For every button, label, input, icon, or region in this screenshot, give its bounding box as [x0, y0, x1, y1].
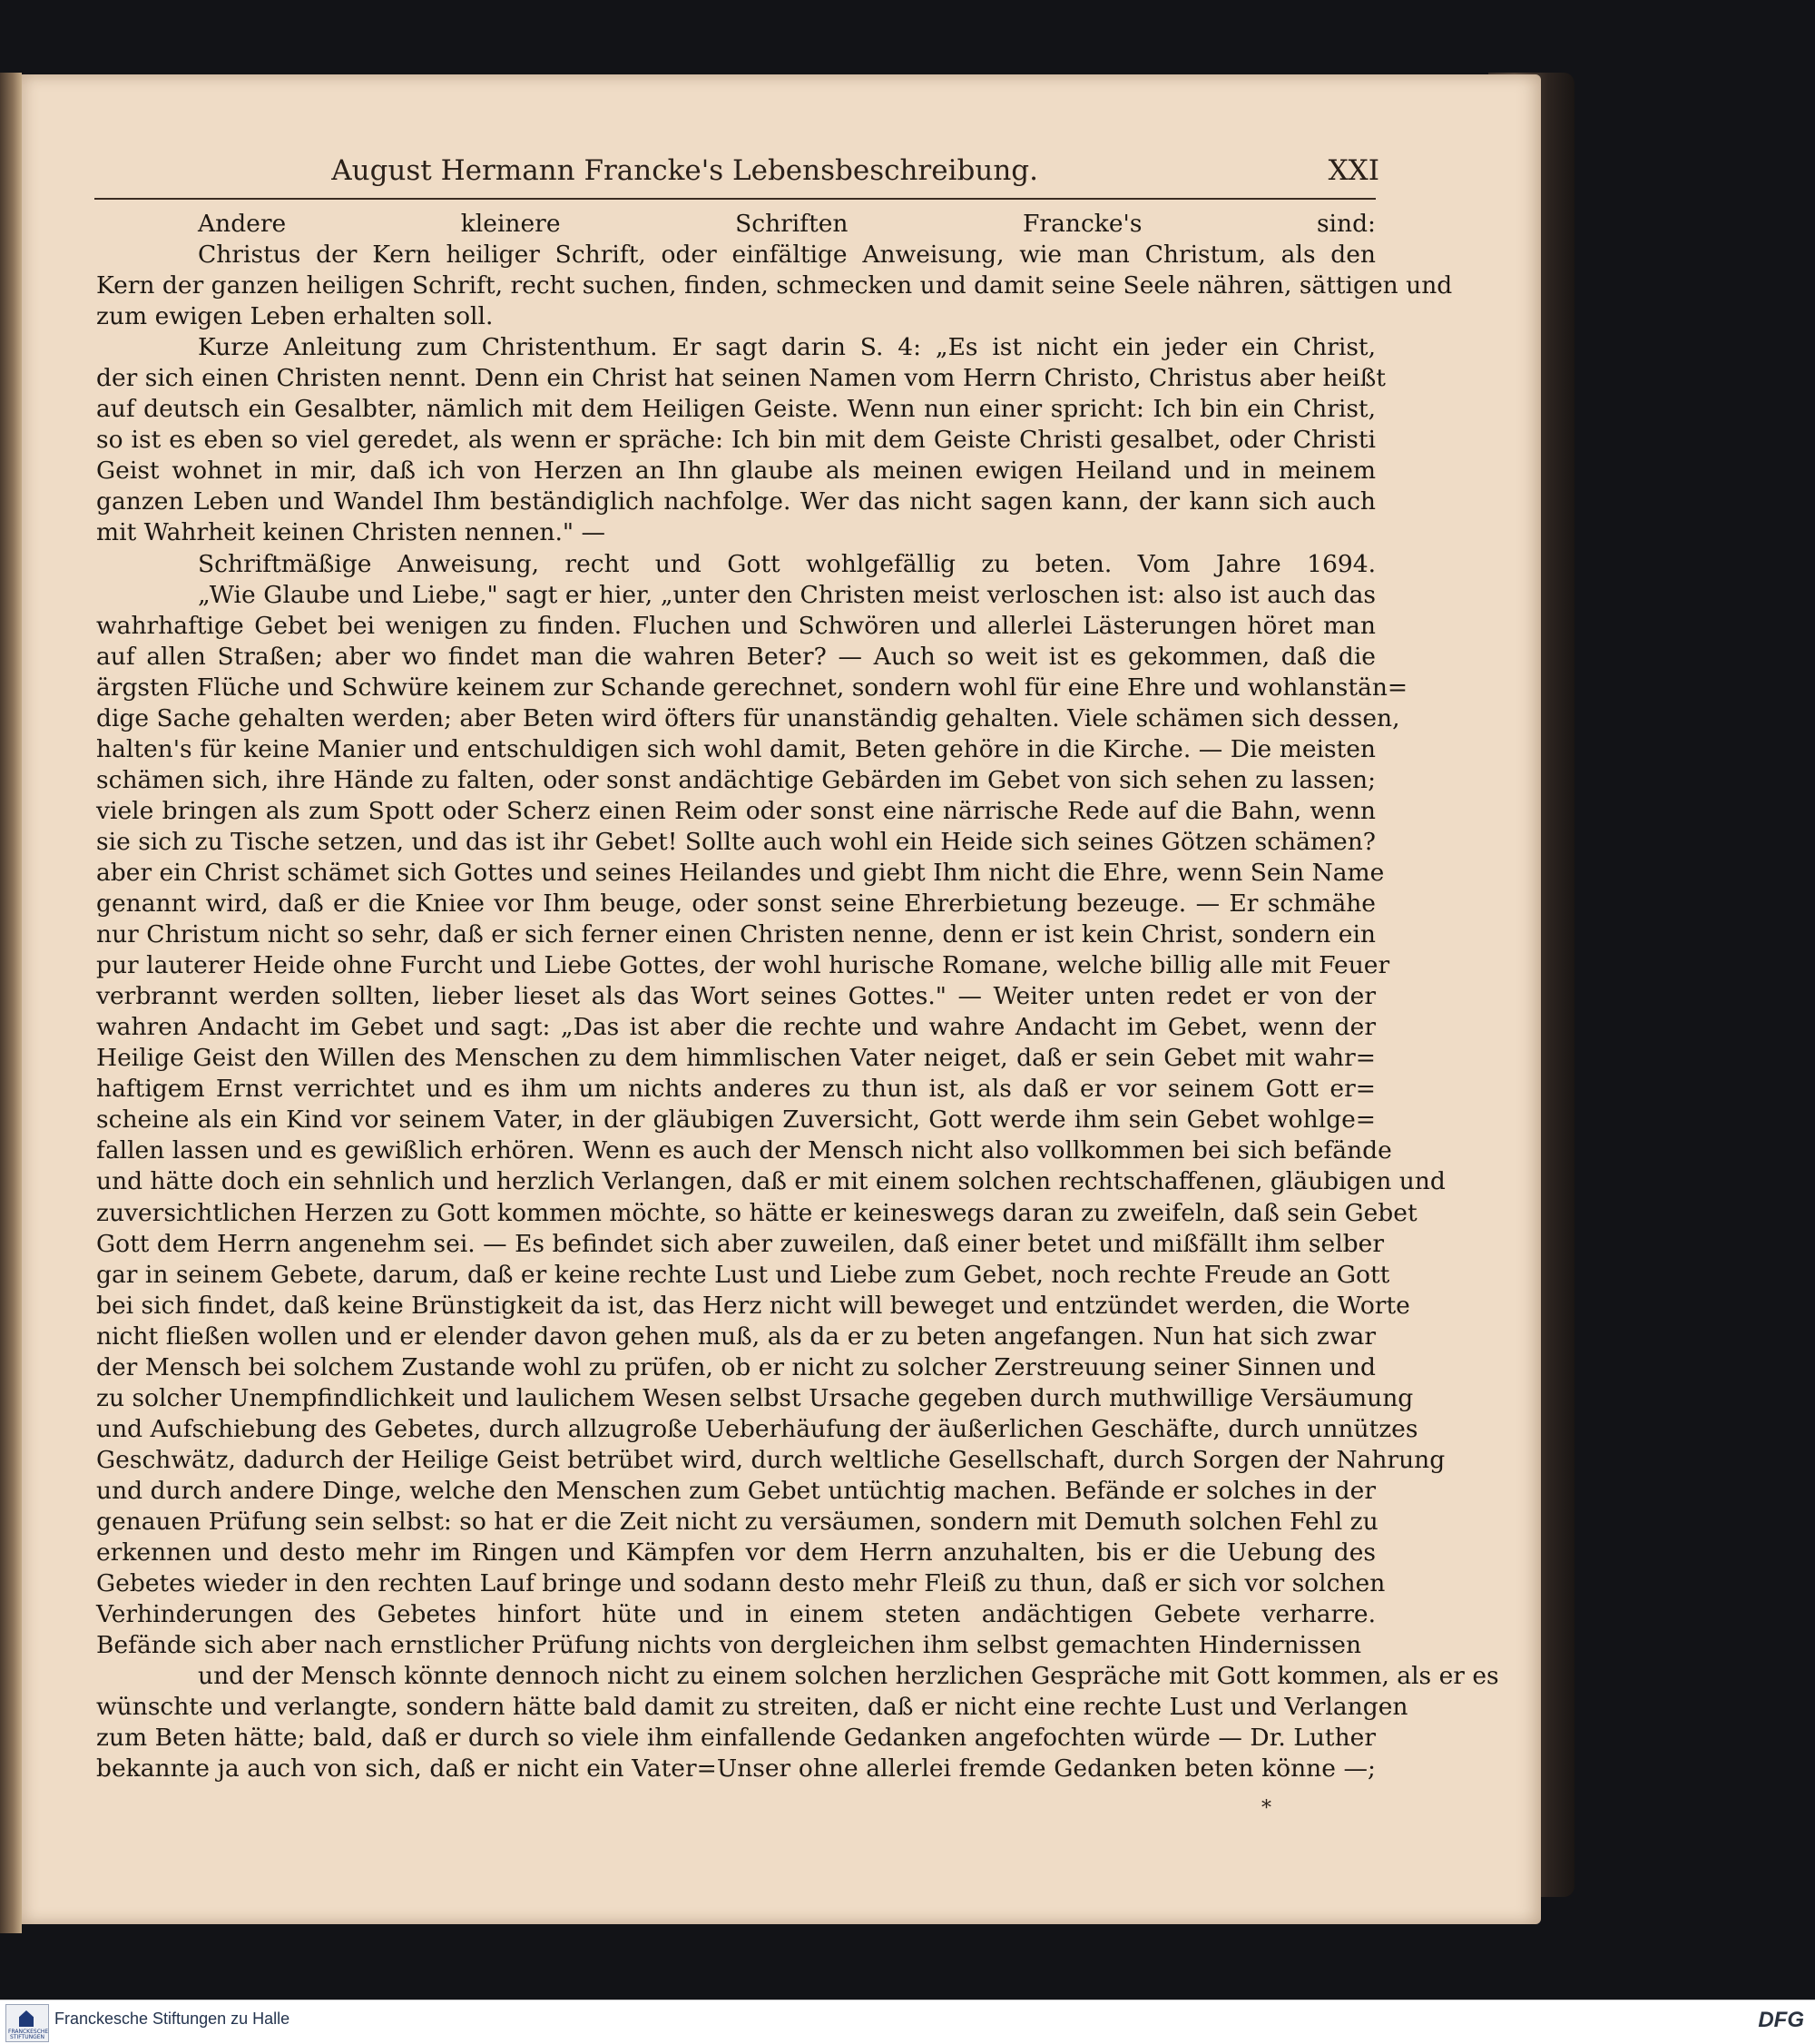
text-line: schämen sich, ihre Hände zu falten, oder sonst andächtige Gebärden im Gebet von sich sehen zu lassen; [96, 765, 1376, 794]
text-line: der sich einen Christen nennt. Denn ein Christ hat seinen Namen vom Herrn Christo, Christus aber heißt [96, 364, 1386, 393]
text-line: und hätte doch ein sehnlich und herzlich Verlangen, daß er mit einem solchen rechtschaffenen, gläubigen und [96, 1167, 1446, 1196]
text-line: zum ewigen Leben erhalten soll. [96, 302, 494, 331]
text-line: zu solcher Unempfindlichkeit und laulichem Wesen selbst Ursache gegeben durch muthwillige Versäumung [96, 1383, 1414, 1412]
text-line: pur lauterer Heide ohne Furcht und Liebe Gottes, der wohl hurische Romane, welche billig alle mit Feuer [96, 951, 1390, 980]
text-line: wünschte und verlangte, sondern hätte bald damit zu streiten, daß er nicht eine rechte Lust und Verlangen [96, 1693, 1408, 1722]
text-line: und durch andere Dinge, welche den Menschen zum Gebet untüchtig machen. Befände er solches in der [96, 1476, 1376, 1505]
dfg-logo: DFG [1758, 2008, 1804, 2032]
book-page [22, 74, 1541, 1924]
running-header-title: August Hermann Francke's Lebensbeschreibung. [331, 154, 1038, 187]
text-line: bei sich findet, daß keine Brünstigkeit da ist, das Herz nicht will beweget und entzündet werden, die Worte [96, 1291, 1410, 1320]
text-line: Heilige Geist den Willen des Menschen zu dem himmlischen Vater neiget, daß er sein Gebet mit wahr= [96, 1044, 1376, 1073]
text-line: ärgsten Flüche und Schwüre keinem zur Schande gerechnet, sondern wohl für eine Ehre und wohlanstän= [96, 673, 1408, 702]
text-line: sie sich zu Tische setzen, und das ist ihr Gebet! Sollte auch wohl ein Heide sich seines Götzen schämen? [96, 827, 1376, 856]
text-line: genannt wird, daß er die Kniee vor Ihm beuge, oder sonst seine Ehrerbietung bezeuge. — Er schmähe [96, 889, 1376, 919]
text-line: Geschwätz, dadurch der Heilige Geist betrübet wird, durch weltliche Gesellschaft, durch Sorgen der Nahrung [96, 1445, 1446, 1474]
text-line: Befände sich aber nach ernstlicher Prüfung nichts von dergleichen ihm selbst gemachten Hindernissen [96, 1631, 1362, 1660]
text-line: der Mensch bei solchem Zustande wohl zu prüfen, ob er nicht zu solcher Zerstreuung seiner Sinnen und [96, 1352, 1376, 1381]
header-rule [94, 198, 1376, 200]
text-line: aber ein Christ schämet sich Gottes und seines Heilandes und giebt Ihm nicht die Ehre, wenn Sein Name [96, 858, 1385, 887]
text-line: Christus der Kern heiliger Schrift, oder einfältige Anweisung, wie man Christum, als den [198, 241, 1376, 270]
text-line: scheine als ein Kind vor seinem Vater, in der gläubigen Zuversicht, Gott werde ihm sein Gebet wohlge= [96, 1106, 1376, 1135]
institution-logo-icon[interactable] [5, 2004, 49, 2042]
text-line: auf allen Straßen; aber wo findet man die wahren Beter? — Auch so weit ist es gekommen, daß die [96, 642, 1376, 671]
text-line: Verhinderungen des Gebetes hinfort hüte und in einem steten andächtigen Gebete verharre. [96, 1600, 1376, 1629]
text-line: Gebetes wieder in den rechten Lauf bringe und sodann desto mehr Fleiß zu thun, daß er sich vor solchen [96, 1569, 1386, 1598]
text-line: und Aufschiebung des Gebetes, durch allzugroße Ueberhäufung der äußerlichen Geschäfte, durch unnützes [96, 1414, 1418, 1443]
text-line: Kern der ganzen heiligen Schrift, recht suchen, finden, schmecken und damit seine Seele nähren, sättigen und [96, 271, 1453, 300]
text-line: bekannte ja auch von sich, daß er nicht ein Vater=Unser ohne allerlei fremde Gedanken beten könne —; [96, 1754, 1376, 1784]
text-line: gar in seinem Gebete, darum, daß er keine rechte Lust und Liebe zum Gebet, noch rechte Freude an Gott [96, 1260, 1390, 1289]
text-line: so ist es eben so viel geredet, als wenn er spräche: Ich bin mit dem Geiste Christi gesalbet, oder Christi [96, 426, 1376, 455]
text-line: nicht fließen wollen und er elender davon gehen muß, als da er zu beten angefangen. Nun hat sich zwar [96, 1322, 1376, 1351]
text-line: wahren Andacht im Gebet und sagt: „Das ist aber die rechte und wahre Andacht im Gebet, wenn der [96, 1013, 1376, 1042]
page-number: XXI [1328, 154, 1379, 187]
page-body [96, 209, 1499, 1815]
text-line [96, 1784, 1376, 1815]
text-line: verbrannt werden sollten, lieber lieset als das Wort seines Gottes." — Weiter unten redet er von der [96, 982, 1376, 1011]
text-line: mit Wahrheit keinen Christen nennen." — [96, 518, 605, 547]
text-line: Gott dem Herrn angenehm sei. — Es befindet sich aber zuweilen, daß einer betet und mißfällt ihm selber [96, 1229, 1384, 1258]
text-line: nur Christum nicht so sehr, daß er sich ferner einen Christen nenne, denn er ist kein Christ, sondern ein [96, 920, 1376, 949]
text-line: zum Beten hätte; bald, daß er durch so viele ihm einfallende Gedanken angefochten würde — Dr. Luther [96, 1724, 1376, 1753]
text-line: auf deutsch ein Gesalbter, nämlich mit dem Heiligen Geiste. Wenn nun einer spricht: Ich bin ein Christ, [96, 395, 1376, 424]
institution-name: Franckesche Stiftungen zu Halle [54, 2010, 290, 2028]
text-line: und der Mensch könnte dennoch nicht zu einem solchen herzlichen Gespräche mit Gott kommen, als er es [198, 1662, 1499, 1691]
text-line: zuversichtlichen Herzen zu Gott kommen möchte, so hätte er keineswegs daran zu zweifeln, daß sein Gebet [96, 1198, 1418, 1227]
text-line: Kurze Anleitung zum Christenthum. Er sagt darin S. 4: „Es ist nicht ein jeder ein Christ, [198, 333, 1376, 362]
book-left-edge [0, 73, 22, 1933]
text-line: „Wie Glaube und Liebe," sagt er hier, „unter den Christen meist verloschen ist: also ist auch das [198, 580, 1376, 609]
signature-mark: * [1261, 1797, 1271, 1820]
text-line: fallen lassen und es gewißlich erhören. Wenn es auch der Mensch nicht also vollkommen bei sich befände [96, 1136, 1392, 1165]
text-line: haftigem Ernst verrichtet und es ihm um nichts anderes zu thun ist, als daß er vor seinem Gott er= [96, 1075, 1376, 1104]
text-line: Andere kleinere Schriften Francke's sind: [198, 210, 1376, 238]
logo-caption: FRANCKESCHE STIFTUNGEN [8, 2029, 49, 2040]
text-line: wahrhaftige Gebet bei wenigen zu finden. Fluchen und Schwören und allerlei Lästerungen höret man [96, 611, 1376, 640]
text-line: Geist wohnet in mir, daß ich von Herzen an Ihn glaube als meinen ewigen Heiland und in meinem [96, 457, 1376, 486]
text-line: erkennen und desto mehr im Ringen und Kämpfen vor dem Herrn anzuhalten, bis er die Uebung des [96, 1538, 1376, 1567]
text-line: Schriftmäßige Anweisung, recht und Gott wohlgefällig zu beten. Vom Jahre 1694. [198, 549, 1376, 578]
viewer-footer [0, 2000, 1815, 2044]
text-line: viele bringen als zum Spott oder Scherz einen Reim oder sonst eine närrische Rede auf die Bahn, wenn [96, 796, 1376, 825]
text-line: halten's für keine Manier und entschuldigen sich wohl damit, Beten gehöre in die Kirche. — Die meisten [96, 734, 1376, 763]
text-line: ganzen Leben und Wandel Ihm beständiglich nachfolge. Wer das nicht sagen kann, der kann sich auch [96, 487, 1376, 516]
text-line: dige Sache gehalten werden; aber Beten wird öfters für unanständig gehalten. Viele schämen sich dessen, [96, 703, 1400, 732]
text-line: genauen Prüfung sein selbst: so hat er die Zeit nicht zu versäumen, sondern mit Demuth solchen Fehl zu [96, 1507, 1378, 1536]
